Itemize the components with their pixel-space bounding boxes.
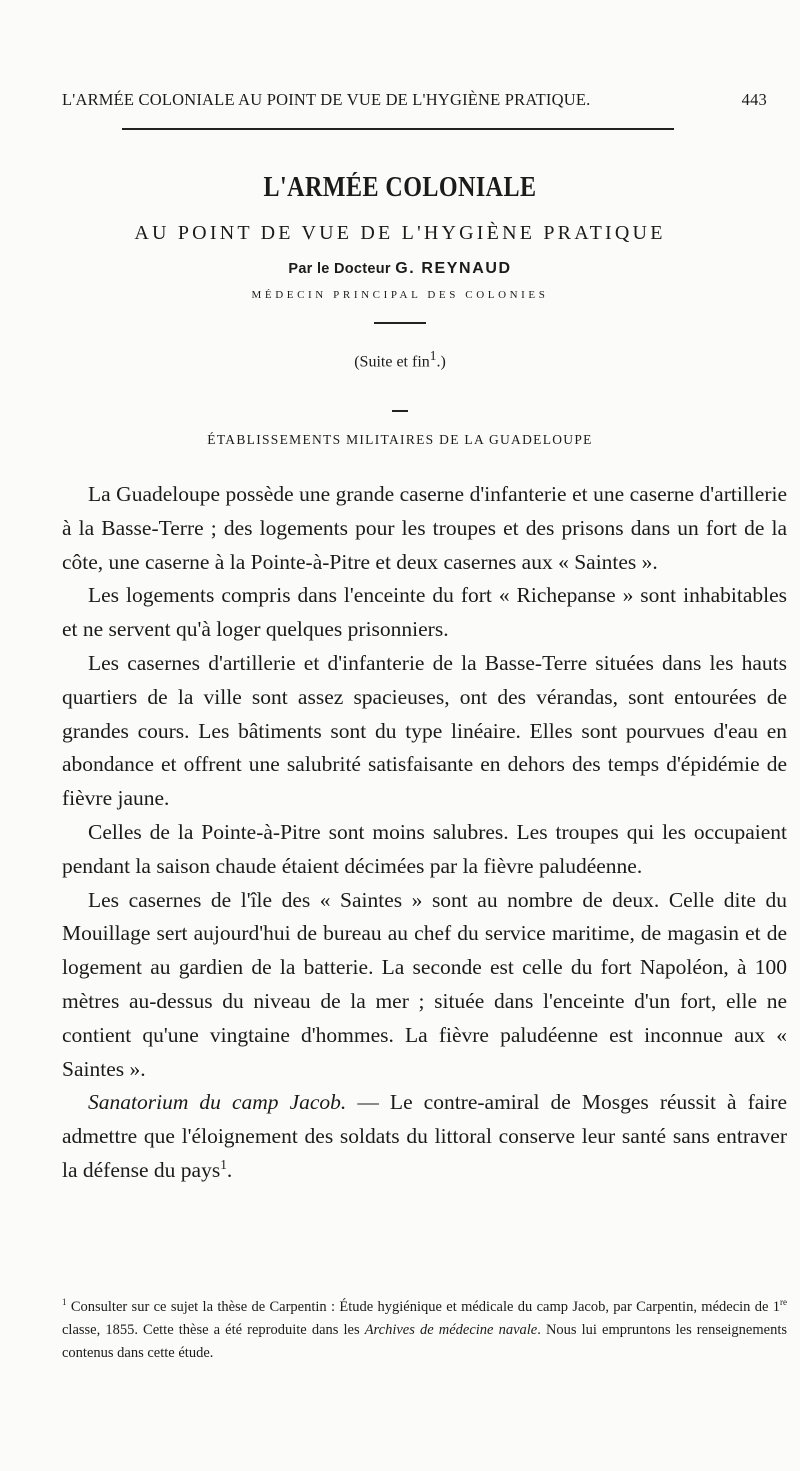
section-rule	[392, 410, 408, 412]
footnote	[62, 1296, 787, 1365]
continued-close: .)	[436, 353, 446, 371]
article-subtitle: AU POINT DE VUE DE L'HYGIÈNE PRATIQUE	[134, 222, 666, 244]
paragraph: Celles de la Pointe-à-Pitre sont moins salubres. Les troupes qui les occupaient pendant la saison chaude étaient décimées par la fièvre paludéenne.	[62, 819, 787, 878]
continued-footnote-mark: 1	[429, 348, 437, 363]
footnote-text-end: . Nous lui empruntons les renseignements contenus dans cette étude.	[62, 1322, 787, 1361]
paragraph	[62, 1086, 787, 1187]
continued-text: (Suite et fin	[354, 353, 430, 371]
paragraph: Les casernes d'artillerie et d'infanterie de la Basse-Terre situées dans les hauts quartiers de la ville sont assez spacieuses, ont des vérandas, sont entourées de grandes cours. Les bâtiments sont du type linéaire. Elles sont pourvues d'eau en abondance et offrent une salubrité satisfaisante en dehors des temps d'épidémie de fièvre jaune.	[62, 650, 787, 811]
paragraph: La Guadeloupe possède une grande caserne d'infanterie et une caserne d'artillerie à la Basse-Terre ; des logements pour les troupes et des prisons dans un fort de la côte, une caserne à la Pointe-à-Pitre et deux casernes aux « Saintes ».	[62, 482, 787, 574]
title-rule	[374, 322, 426, 324]
footnote-text: Consulter sur ce sujet la thèse de Carpentin : Étude hygiénique et médicale du camp Jacob, par Carpentin, médecin de 1	[66, 1299, 781, 1315]
footnote-ordinal: re	[780, 1297, 787, 1308]
footnote-journal: Archives de médecine navale	[364, 1322, 538, 1338]
body-text	[62, 478, 787, 1188]
paragraph-end: .	[226, 1157, 233, 1182]
author-role: MÉDECIN PRINCIPAL DES COLONIES	[251, 289, 549, 301]
subsection-title: Sanatorium du camp Jacob.	[88, 1090, 347, 1115]
header-rule	[122, 128, 674, 130]
footnote-ref: 1	[220, 1156, 227, 1172]
author-line	[0, 260, 800, 278]
author-prefix: Par le Docteur	[288, 261, 391, 277]
continued-note	[0, 348, 800, 371]
author-name: G. REYNAUD	[395, 260, 512, 277]
article-title: L'ARMÉE COLONIALE	[263, 172, 537, 203]
paragraph: Les logements compris dans l'enceinte du fort « Richepanse » sont inhabitables et ne servent qu'à loger quelques prisonniers.	[62, 583, 787, 642]
paragraph-text: — Le contre-amiral de Mosges réussit à faire admettre que l'éloignement des soldats du littoral conserve leur santé sans entraver la défense du pays	[62, 1090, 787, 1182]
footnote-text-middle: classe, 1855. Cette thèse a été reproduite dans les	[62, 1322, 365, 1338]
running-title: L'ARMÉE COLONIALE AU POINT DE VUE DE L'HYGIÈNE PRATIQUE.	[62, 90, 591, 109]
paragraph: Les casernes de l'île des « Saintes » sont au nombre de deux. Celle dite du Mouillage sert aujourd'hui de bureau au chef du service maritime, de magasin et de logement au gardien de la batterie. La seconde est celle du fort Napoléon, à 100 mètres au-dessus du niveau de la mer ; située dans l'enceinte d'un fort, elle ne contient qu'une vingtaine d'hommes. La fièvre paludéenne est inconnue aux « Saintes ».	[62, 887, 787, 1081]
section-heading: ÉTABLISSEMENTS MILITAIRES DE LA GUADELOUPE	[207, 432, 593, 447]
footnote-mark: 1	[62, 1297, 67, 1308]
page-number: 443	[741, 90, 767, 109]
